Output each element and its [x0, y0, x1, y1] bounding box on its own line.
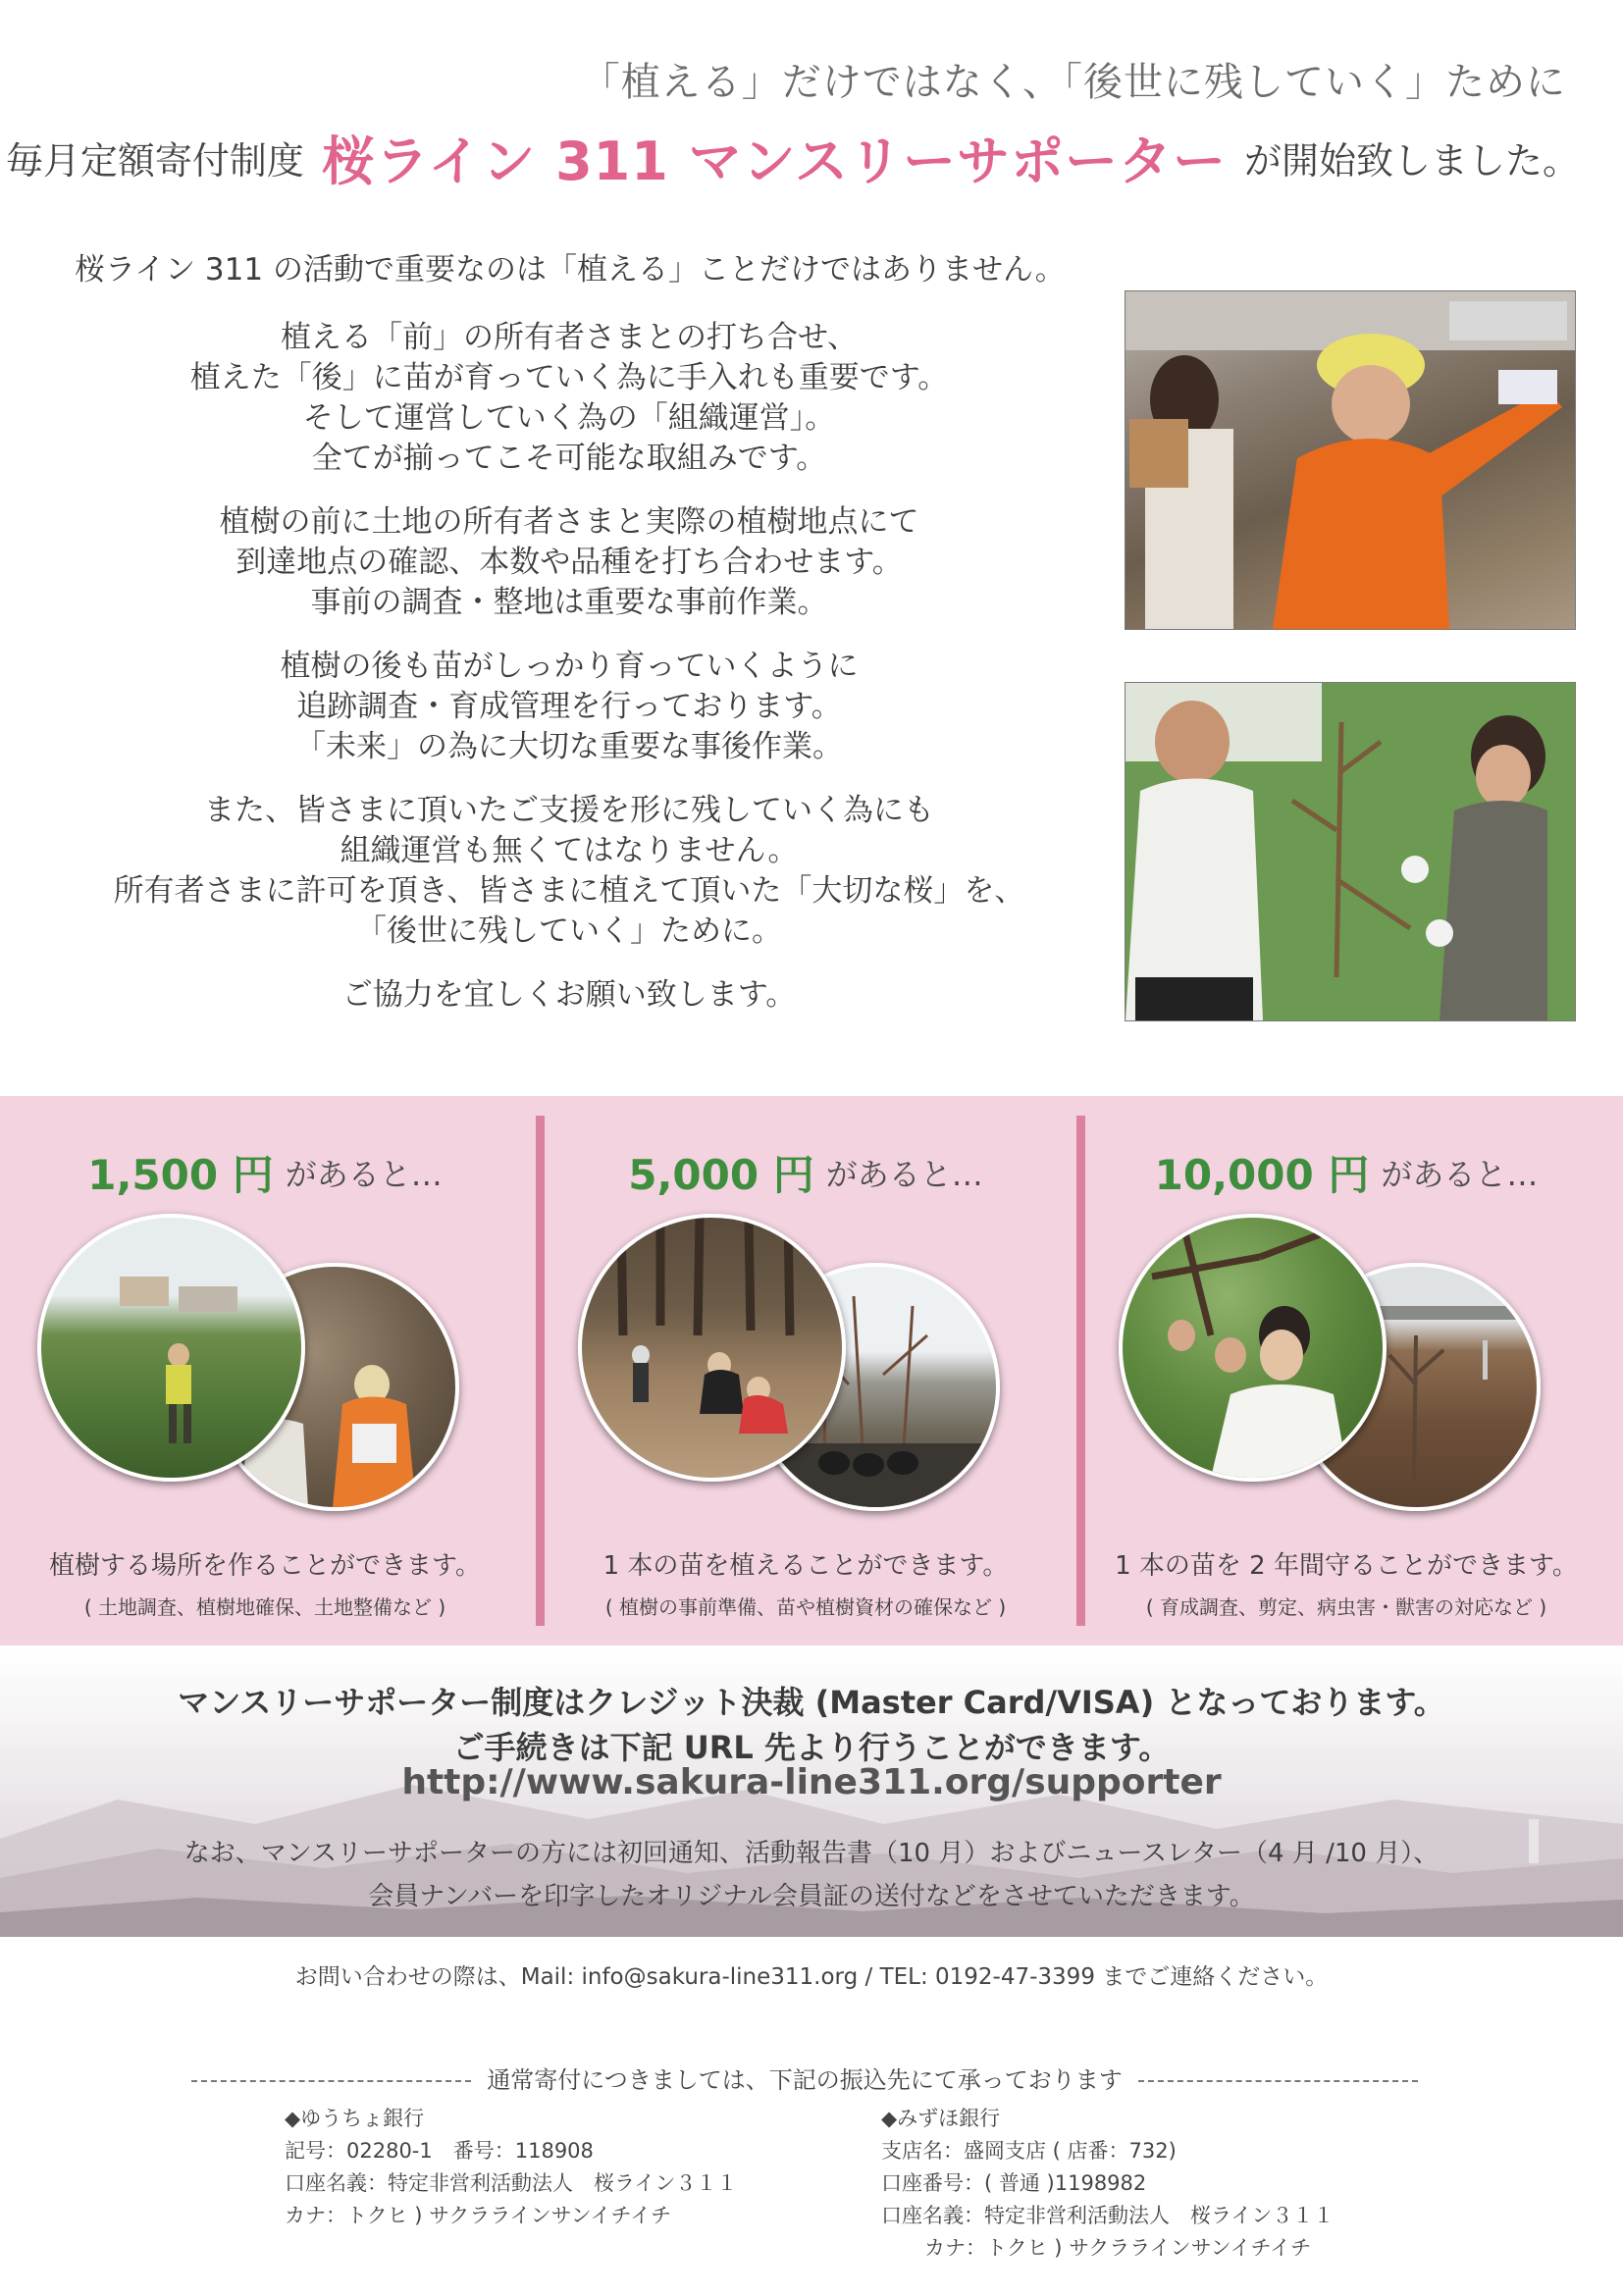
headline [0, 120, 1580, 195]
bank-line: 支店名：盛岡支店 ( 店番：732) [881, 2139, 1177, 2163]
bank-heading-text: 通常寄付につきましては、下記の振込先にて承っております [487, 2066, 1123, 2094]
paragraph-line: 全てが揃ってこそ可能な取組みです。 [311, 441, 827, 476]
paragraph-line: 植樹の前に土地の所有者さまと実際の植樹地点にて [219, 504, 919, 540]
supporter-payment-info: マンスリーサポーター制度はクレジット決裁 (Master Card/VISA) となっております。 [178, 1684, 1445, 1721]
paragraph-line: 追跡調査・育成管理を行っております。 [296, 689, 842, 724]
brand-title: 桜ライン 311 マンスリーサポーター [321, 130, 1227, 192]
intro-lead: 桜ライン 311 の活動で重要なのは「植える」ことだけではありません。 [75, 252, 1066, 287]
intro-text [69, 250, 1070, 1039]
tier-photo-primary [1119, 1214, 1387, 1482]
photo-tree-care [1125, 682, 1576, 1021]
tier-description: 1 本の苗を 2 年間守ることができます。 [1115, 1551, 1578, 1581]
photo-illustration [1123, 1218, 1383, 1478]
bank-mizuho [881, 2103, 1334, 2265]
bank-line: カナ：トクヒ ) サクララインサンイチイチ [924, 2236, 1312, 2260]
bank-line: 口座名義：特定非営利活動法人 桜ライン３１１ [881, 2204, 1335, 2227]
bank-line: カナ：トクヒ ) サクララインサンイチイチ [285, 2204, 672, 2227]
tier-10000 [1081, 1096, 1611, 1645]
photo-illustration [1126, 291, 1575, 629]
tier-heading [0, 1143, 530, 1202]
paragraph-line: また、皆さまに頂いたご支援を形に残していく為にも [204, 793, 934, 828]
tier-heading [1081, 1143, 1611, 1202]
paragraph-line: 事前の調査・整地は重要な事前作業。 [310, 585, 828, 620]
tier-photo-primary [578, 1214, 846, 1482]
paragraph-line: 組織運営も無くてはなりません。 [340, 833, 799, 868]
paragraph-line: 「後世に残していく」ために。 [356, 913, 782, 949]
photo-illustration [41, 1218, 301, 1478]
tier-heading [541, 1143, 1071, 1202]
bank-yucho [285, 2103, 737, 2232]
bank-line: 口座名義：特定非営利活動法人 桜ライン３１１ [285, 2171, 738, 2195]
headline-suffix: が開始致しました。 [1243, 139, 1580, 183]
bank-name: ◆みずほ銀行 [881, 2107, 1001, 2130]
paragraph-line: 所有者さまに許可を頂き、皆さまに植えて頂いた「大切な桜」を、 [113, 873, 1025, 909]
paragraph-line: 「未来」の為に大切な重要な事後作業。 [295, 729, 843, 764]
tagline: 「植える」だけではなく、「後世に残していく」ために [580, 60, 1566, 105]
tier-photo-primary [37, 1214, 305, 1482]
paragraph-line: 植える「前」の所有者さまとの打ち合せ、 [280, 320, 859, 355]
intro-closing [69, 975, 1070, 1016]
supporter-procedure-info: ご手続きは下記 URL 先より行うことができます。 [452, 1729, 1171, 1766]
photo-illustration [1126, 683, 1575, 1020]
tier-description: 植樹する場所を作ることができます。 [49, 1551, 481, 1581]
paragraph-line: そして運営していく為の「組織運営」。 [302, 400, 836, 436]
paragraph-line: ご協力を宜しくお願い致します。 [341, 977, 797, 1013]
supporter-benefits-note: 会員ナンバーを印字したオリジナル会員証の送付などをさせていただきます。 [368, 1882, 1255, 1911]
bank-line: 口座番号：( 普通 )1198982 [881, 2171, 1147, 2195]
photo-planning-meeting [1125, 290, 1576, 630]
paragraph-line: 到達地点の確認、本数や品種を打ち合わせます。 [236, 545, 903, 580]
tier-amount: 5,000 円 [628, 1151, 814, 1199]
tier-suffix: があると… [285, 1156, 443, 1193]
intro-paragraph [69, 647, 1070, 767]
tier-suffix: があると… [825, 1156, 983, 1193]
tier-description: 1 本の苗を植えることができます。 [602, 1551, 1009, 1581]
supporter-url-link[interactable]: http://www.sakura-line311.org/supporter [401, 1762, 1222, 1802]
photo-illustration [582, 1218, 842, 1478]
tier-suffix: があると… [1381, 1156, 1539, 1193]
intro-paragraph [69, 502, 1070, 623]
tier-1500 [0, 1096, 530, 1645]
dashed-divider [1138, 2080, 1418, 2082]
tier-detail: ( 土地調査、植樹地確保、土地整備など ) [83, 1595, 446, 1619]
bank-line: 記号：02280-1 番号：118908 [285, 2139, 594, 2163]
headline-prefix: 毎月定額寄付制度 [5, 139, 304, 183]
intro-paragraph [69, 791, 1070, 952]
intro-paragraph [69, 318, 1070, 479]
tier-detail: ( 育成調査、剪定、病虫害・獣害の対応など ) [1145, 1595, 1547, 1619]
paragraph-line: 植樹の後も苗がしっかり育っていくように [280, 649, 859, 684]
paragraph-line: 植えた「後」に苗が育っていく為に手入れも重要です。 [189, 360, 949, 395]
bank-heading [142, 2061, 1467, 2095]
tier-detail: ( 植樹の事前準備、苗や植樹資材の確保など ) [604, 1595, 1007, 1619]
dashed-divider [191, 2080, 471, 2082]
tier-amount: 1,500 円 [87, 1151, 274, 1199]
bank-name: ◆ゆうちょ銀行 [285, 2107, 425, 2130]
contact-info: お問い合わせの際は、Mail: info@sakura-line311.org / TEL: 0192-47-3399 までご連絡ください。 [294, 1964, 1329, 1990]
tier-5000 [541, 1096, 1071, 1645]
tier-amount: 10,000 円 [1154, 1151, 1370, 1199]
supporter-benefits-note: なお、マンスリーサポーターの方には初回通知、活動報告書（10 月）およびニュースレター（4 月 /10 月）、 [183, 1839, 1440, 1868]
